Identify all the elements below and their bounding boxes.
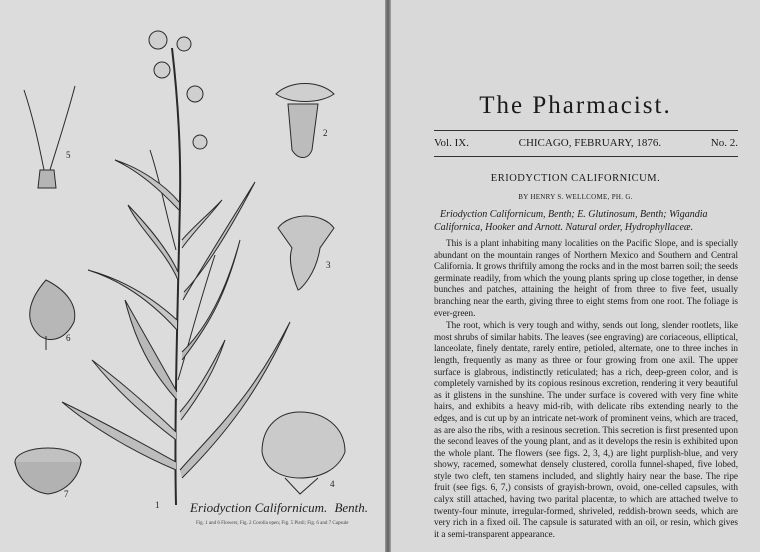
- plate-credit-line: Fig. 1 and 6 Flowers; Fig. 2 Corolla open; Fig. 5 Pistil; Fig. 6 and 7 Capsule: [196, 521, 349, 526]
- article-body: [434, 238, 738, 541]
- article-paragraph: This is a plant inhabiting many localities on the Pacific Slope, and is specially abundant on the mountain ranges of Northern Mexico and Southern and Central California. It grows thriftily among the rocks and in the most barren soil; the seeds germinate readily, from which the young plants spring up close together, in dense bunches and patches, attaining the height of from three to five feet, usually branching near the earth, giving three to eight stems from one root. The foliage is ever-green.: [434, 238, 738, 318]
- article-title: ERIODYCTION CALIFORNICUM.: [490, 173, 661, 184]
- plate-caption-author: Benth.: [334, 500, 369, 515]
- journal-title: The Pharmacist.: [479, 92, 672, 119]
- plate-caption: [190, 500, 368, 516]
- figure-number-2: 2: [323, 128, 328, 138]
- figure-number-7: 7: [64, 489, 69, 499]
- masthead-rule-top: [434, 130, 738, 131]
- figure-number-6: 6: [66, 333, 71, 343]
- article-synonyms: Eriodyction Californicum, Benth; E. Glutinosum, Benth; Wigandia Californica, Hooker and Arnott. Natural order, Hydrophyllaceæ.: [434, 209, 708, 233]
- volume-number: Vol. IX.: [434, 137, 469, 149]
- figure-number-4: 4: [330, 479, 335, 489]
- article-byline: BY HENRY S. WELLCOME, PH. G.: [518, 193, 633, 201]
- issue-line: [434, 137, 738, 149]
- figure-number-1: 1: [155, 500, 160, 510]
- plate-caption-title: Eriodyction Californicum.: [190, 500, 328, 515]
- dateline: CHICAGO, FEBRUARY, 1876.: [518, 137, 662, 149]
- article-paragraph: The root, which is very tough and withy, sends out long, slender rootlets, like most shrubs of similar habits. The leaves (see engraving) are coriaceous, elliptical, lanceolate, finely dentate, rarely entire, petioled, alternate, one to three inches in length, frequently as many as three or four growing from one axil. The upper surface is glabrous, indistinctly reticulated; has a rich, deep-green color, and is completely varnished by its copious resinous excretion, rendering it very beautiful as it glistens in the sunshine. The under surface is covered with very fine white hairs, and exhibits a heavy mid-rib, with delicate ribs extending nearly to the edges, and is cut up by an intricate net-work of prominent veins, which are traced, as are also the ribs, with a resinous secretion. This secretion is first presented upon the second leaves of the young plant, and as it develops the resin is exhibited upon the whole plant. The flowers (see figs. 2, 3, 4,) are light purplish-blue, and very showy, racemed, somewhat densely clustered, corolla funnel-shaped, five lobed, style two cleft, ten stamens included, and slightly hairy near the base. The ripe fruit (see figs. 6, 7,) consists of grayish-brown, ovoid, one-celled capsules, with calyx still attached, having two parital placentæ, to which are attached twelve to twenty-four minute, irregular-formed, shriveled, reddish-brown seeds, which are very rich in a fixed oil. The capsule is saturated with an oil, or resin, which gives it a semi-transparent appearance.: [434, 320, 738, 539]
- issue-number: No. 2.: [710, 137, 738, 149]
- masthead-rule-bottom: [434, 156, 738, 157]
- text-page: [391, 0, 760, 552]
- figure-number-3: 3: [326, 260, 331, 270]
- figure-number-5: 5: [66, 150, 71, 160]
